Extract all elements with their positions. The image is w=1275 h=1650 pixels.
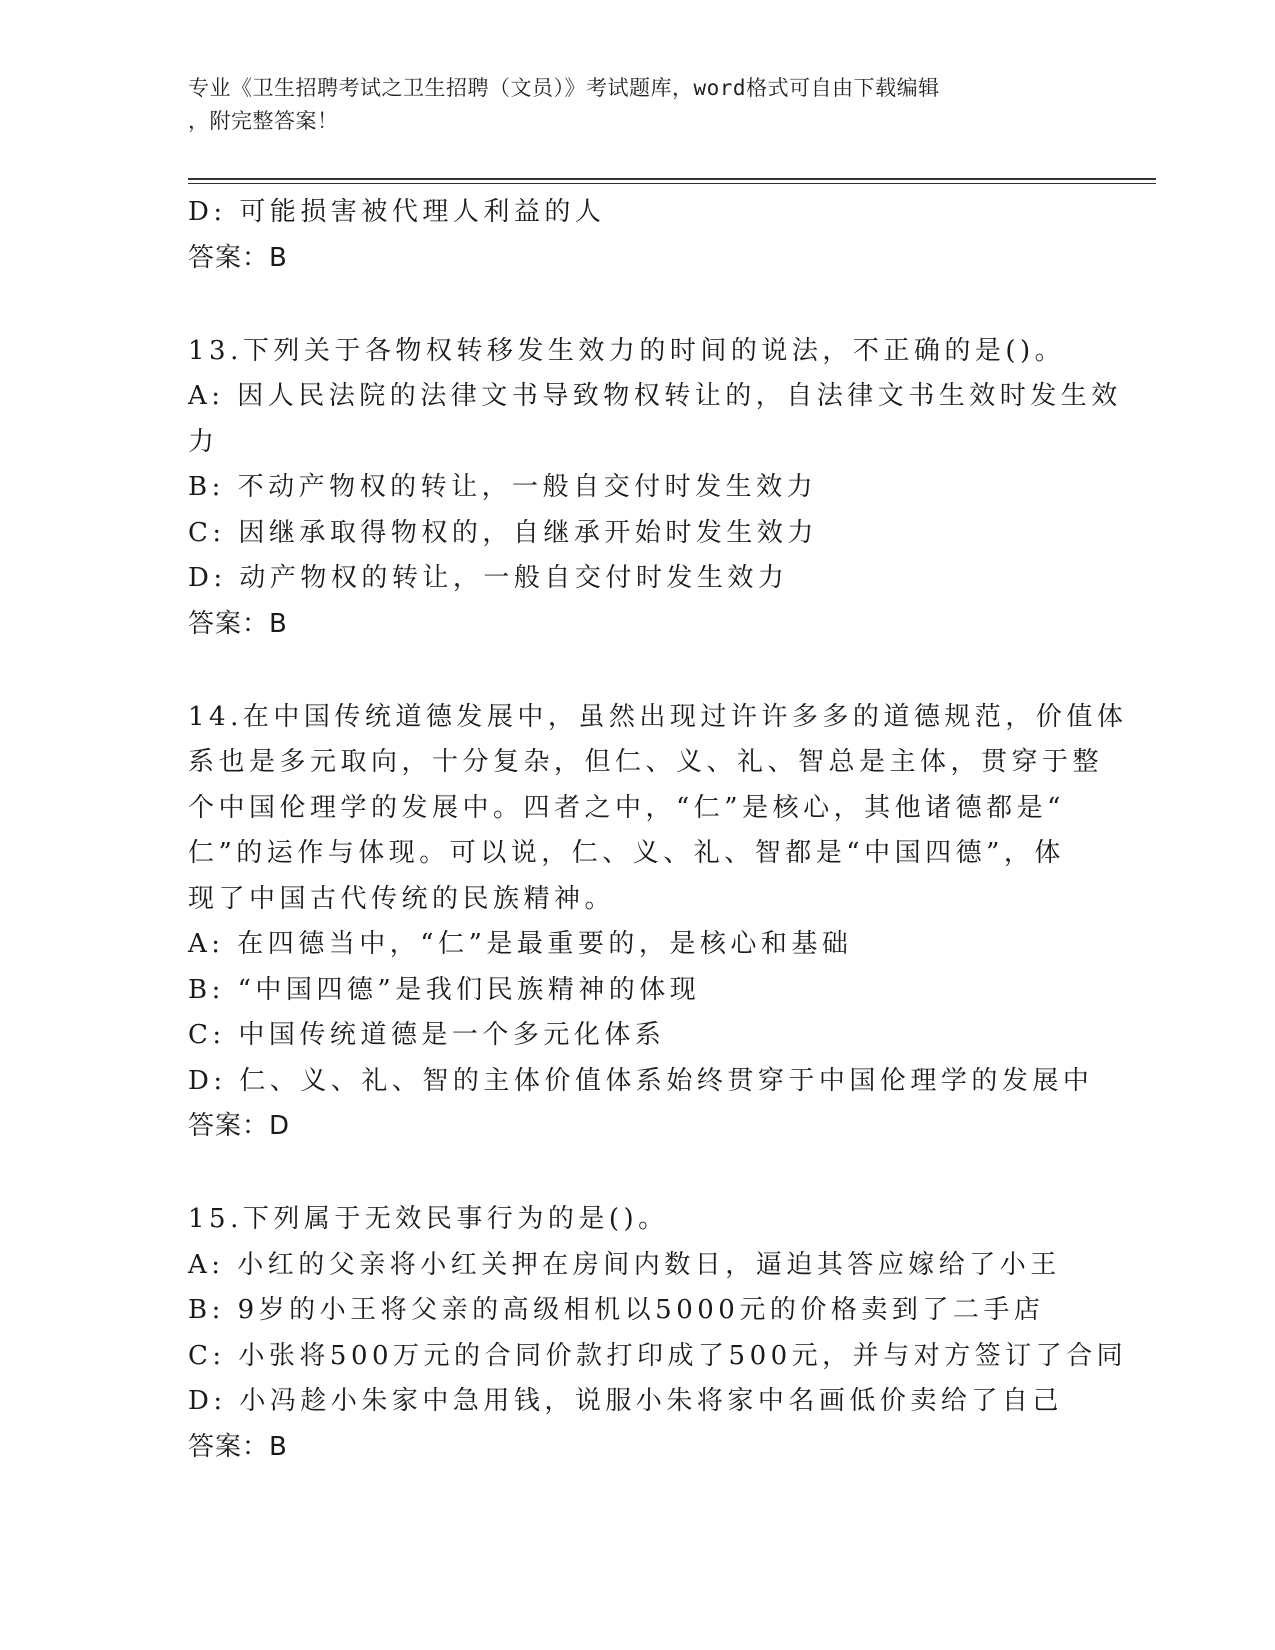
spacer [188, 282, 1088, 329]
q14-option-c: C: 中国传统道德是一个多元化体系 [188, 1020, 666, 1050]
q14-stem-line-2: 系也是多元取向，十分复杂，但仁、义、礼、智总是主体，贯穿于整 [188, 747, 1104, 777]
q13-option-c: C: 因继承取得物权的，自继承开始时发生效力 [188, 517, 818, 548]
q14-option-d: D: 仁、义、礼、智的主体价值体系始终贯穿于中国伦理学的发展中 [188, 1065, 1094, 1096]
q15-option-b: B: 9岁的小王将父亲的高级相机以5000元的价格卖到了二手店 [188, 1295, 1045, 1325]
question-12-tail [188, 190, 1088, 282]
question-list [188, 190, 1128, 1471]
q15-option-d: D: 小冯趁小朱家中急用钱，说服小朱将家中名画低价卖给了自己 [188, 1386, 1063, 1416]
q15-option-c: C: 小张将500万元的合同价款打印成了500元，并与对方签订了合同 [188, 1340, 1128, 1371]
q14-option-a: A: 在四德当中，“仁”是最重要的，是核心和基础 [188, 929, 853, 959]
q13-answer: 答案：B [188, 608, 288, 639]
q14-stem-line-1: 14.在中国传统道德发展中，虽然出现过许许多多的道德规范，价值体 [188, 701, 1128, 732]
q14-option-b: B: “中国四德”是我们民族精神的体现 [188, 974, 701, 1005]
header-line-1: 专业《卫生招聘考试之卫生招聘（文员）》考试题库，word格式可自由下载编辑 [188, 76, 940, 100]
spacer [188, 648, 1088, 695]
q14-stem-line-4: 仁”的运作与体现。可以说，仁、义、礼、智都是“中国四德”，体 [188, 838, 1065, 868]
page-header [188, 72, 1088, 138]
q15-stem: 15.下列属于无效民事行为的是()。 [188, 1204, 669, 1234]
q13-option-a-line-1: A: 因人民法院的法律文书导致物权转让的，自法律文书生效时发生效 [188, 381, 1122, 411]
header-rule-thick [188, 178, 1156, 180]
q13-stem: 13.下列关于各物权转移发生效力的时间的说法，不正确的是()。 [188, 335, 1066, 366]
question-13 [188, 329, 1122, 648]
q13-option-d: D: 动产物权的转让，一般自交付时发生效力 [188, 563, 789, 593]
question-15 [188, 1197, 1128, 1471]
header-rule-thin [188, 183, 1156, 184]
q13-option-a-line-2: 力 [188, 426, 219, 457]
question-14 [188, 695, 1128, 1151]
q15-answer: 答案：B [188, 1431, 288, 1462]
q14-stem-line-3: 个中国伦理学的发展中。四者之中，“仁”是核心，其他诸德都是“ [188, 792, 1065, 823]
q12-answer: 答案：B [188, 242, 288, 273]
q12-option-d: D: 可能损害被代理人利益的人 [188, 197, 606, 227]
q14-stem-line-5: 现了中国古代传统的民族精神。 [188, 883, 616, 914]
header-line-2: ，附完整答案！ [188, 109, 339, 133]
q13-option-b: B: 不动产物权的转让，一般自交付时发生效力 [188, 472, 818, 502]
q15-option-a: A: 小红的父亲将小红关押在房间内数日，逼迫其答应嫁给了小王 [188, 1249, 1061, 1280]
q14-answer: 答案：D [188, 1111, 291, 1141]
spacer [188, 1150, 1088, 1197]
